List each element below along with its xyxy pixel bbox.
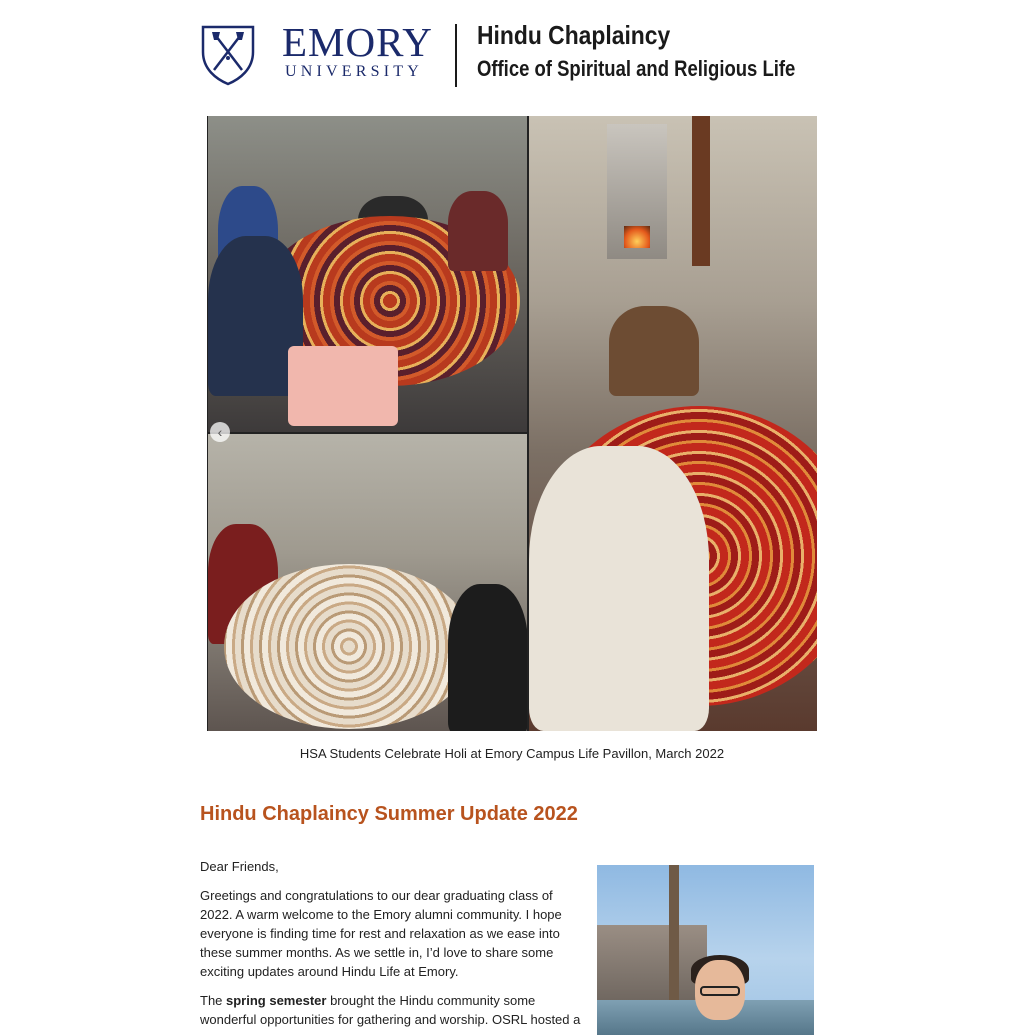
- paragraph-spring-lead: The: [200, 993, 227, 1008]
- spring-semester-emphasis: spring semester: [226, 993, 327, 1008]
- chaplaincy-title: Hindu Chaplaincy: [477, 20, 671, 50]
- photo-caption: HSA Students Celebrate Holi at Emory Campus Life Pavillon, March 2022: [299, 746, 725, 761]
- holi-photo-bottom-left: [208, 434, 527, 731]
- university-wordmark: EMORY: [282, 19, 433, 65]
- office-name: Office of Spiritual and Religious Life: [477, 56, 796, 81]
- hero-photo-collage: [207, 116, 817, 731]
- paragraph-intro: Greetings and congratulations to our dear graduating class of 2022. A warm welcome to the Emory alumni community. I hope everyone is finding time for rest and relaxation as we ease into these summer months. As we settle in, I’d love to share some exciting updates around Hindu Life at Emory.: [200, 888, 562, 979]
- university-sub-wordmark: UNIVERSITY: [285, 63, 423, 80]
- emory-shield-logo: [200, 24, 256, 86]
- header-divider: [455, 24, 457, 87]
- chaplain-portrait-photo: [597, 865, 814, 1035]
- mandala-tablecloth: [224, 564, 474, 729]
- holi-photo-right: [529, 116, 817, 731]
- holi-photo-top-left: [208, 116, 527, 432]
- greeting: Dear Friends,: [200, 859, 279, 874]
- carousel-prev-icon[interactable]: ‹: [210, 422, 230, 442]
- paragraph-spring: [200, 991, 585, 1029]
- paragraph-spring-body: brought the Hindu community some wonderful opportunities for gathering and worship. OSRL hosted a: [200, 993, 581, 1027]
- article-title: Hindu Chaplaincy Summer Update 2022: [200, 803, 578, 825]
